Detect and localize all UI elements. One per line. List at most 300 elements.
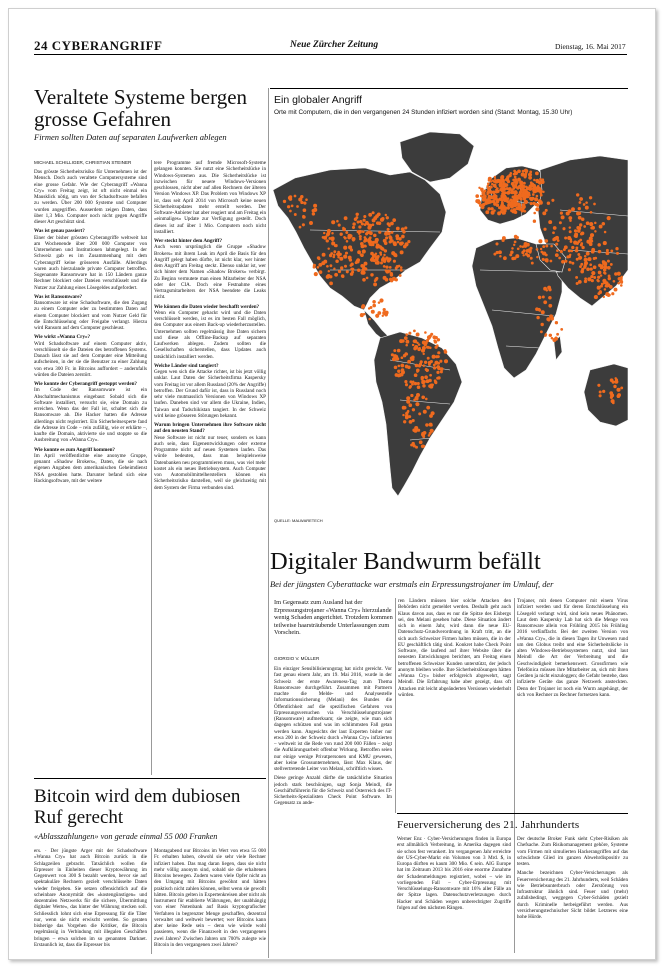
infection-dot [385,214,387,216]
infection-dot [548,296,552,300]
infection-dot [397,241,400,244]
body-paragraph: Trojaner, mit denen Computer mit einem Virus infiziert werden und für deren Entschlüsselung ein Lösegeld verlangt wird, sind kein neues Phänomen. Laut dem Kaspersky Lab hat sich die Menge von Ransomware allein von Frühling 2015 bis Frühling 2016 verfünffacht. Bei der zweiten Version von «Wanna Cry», die in diesen Tagen ihr Unwesen rund um den Globus treibt und eine Sicherheitslücke in alten Windows-Betriebssystemen nutzt, sind laut Meindl die Art der Verbreitung und die Geschwindigkeit bemerkenswert. Grossfirmen wie Telefónica müssen ihre Mitarbeiter an, sich mit ihren Geräten ja nicht einzuloggen; die Gefahr bestehe, dass infizierte Geräte das ganze Netzwerk ansteckten. Denn der Trojaner ist noch ein Wurm angehängt, der sich von Rechner zu Rechner fortsetzen kann. [517,598,628,698]
infection-dot [329,264,332,267]
infection-dot [562,227,565,230]
infection-dot [395,278,398,281]
infection-dot [539,189,543,193]
infection-dot [508,174,511,177]
infection-dot [416,342,418,344]
infection-dot [357,268,360,271]
infection-dot [333,256,336,259]
infection-dot [361,304,365,308]
infection-dot [395,373,399,377]
infection-dot [339,257,343,261]
infection-dot [615,247,618,250]
infection-dot [430,384,433,387]
infection-dot [363,244,366,247]
infection-dot [517,196,520,199]
infection-dot [546,260,549,263]
infection-dot [368,318,371,321]
infection-dot [509,203,512,206]
infection-dot [580,232,583,235]
infection-dot [355,213,358,216]
infection-dot [507,180,510,183]
landmass-south-america [374,332,462,496]
infection-dot [364,262,368,266]
infection-dot [424,341,427,344]
infection-dot [536,256,538,258]
infection-dot [620,281,623,284]
infection-dot [424,331,427,334]
infection-dot [299,226,302,229]
infection-dot [607,260,610,263]
infection-dot [499,255,502,258]
infection-dot [494,195,497,198]
infection-dot [374,255,377,258]
infection-dot [437,351,440,354]
question-heading: Wie konnte es zum Angriff kommen? [34,446,115,453]
infection-dot [500,175,504,179]
infection-dot [561,260,565,264]
infection-dot [358,225,361,228]
infection-dot [363,215,366,218]
infection-dot [362,249,366,253]
infection-dot [599,394,602,397]
infection-dot [429,347,432,350]
infection-dot [525,186,527,188]
body-paragraph: Wird Schadsoftware auf einem Computer aktiv, verschlüsselt sie die Dateien des betroffenen Systems. Danach lässt sie auf dem Computer eine Mitteilung aufscheinen, in der sie die Benutzer zu einer Zahlung von etwa 300 Fr. in Bitcoins auffordert – andernfalls würden die Dateien zerstört. [34,340,147,378]
infection-dot [400,269,403,272]
infection-dot [396,237,399,240]
infection-dot [422,353,424,355]
landmass-australia [584,364,628,426]
body-paragraph: ers. · Der jüngste Ärger mit der Schadsoftware «Wanna Cry» hat auch Bitcoin zurück in die Schlagzeilen gebracht. Tatsächlich wollen die Erpresser in Einheiten dieser Kryptowährung im Gegenwert von 300 $ bezahlt werden, bevor sie auf spektakuläre Rechnern gezielt verschlüsselte Daten wieder freigeben. Sie setzen offensichtlich auf die scheinbare Anonymität des «kostengünstigen» und dezentralen Netzwerks für die sichere, Übermittlung digitaler Werte», das hinter der Währung stecken soll. Schliesslich lohnt sich eine Erpressung für die Täter nur, wenn sie nicht erwischt werden. So geraten bisherige das Vorgehen die Kritiker, die Bitcoin regelmässig in Verbindung mit illegalen Geschäften bringen – etwa solchen im so genannten Darknet. Erstaunlich ist, dass die Erpresser bis [34,848,147,948]
body-paragraph: Manche bezeichnen Cyber-Versicherungen als Feuerversicherung des 21. Jahrhunderts, weil Schäden wie Betriebsunterbruch oder Zerstörung von Infrastruktur ähnlich sind. Feuer und (mehr) zufallsbedingt, weggegen Cyber-Schäden gezielt durch Kriminelle herbeigeführt werden. Aus versicherungstechnischer Sicht bildet Letzteres eine hohe Hürde. [517,870,628,920]
infection-dot [406,396,410,400]
infection-dot [368,230,372,234]
infection-dot [520,198,522,200]
infection-dot [542,211,546,215]
body-paragraph: Gegen wen sich die Attacke richtet, ist bis jetzt völlig unklar. Laut Daten der Sicherheitsfirma Kaspersky vom Freitag ist vor allem Russland (20% der Angriffe) betroffen. Der Grund dafür ist, dass in Russland noch sehr viele mutmasslich Versionen von Windows XP laufen. Daneben sind vor allem die Ukraine, Indien, Taiwan und Tadschikistan tangiert. In der Schweiz wird keine grösseren Störungen bekannt. [154,369,266,419]
infection-dot [531,262,534,265]
infection-dot [502,194,506,198]
infection-dot [373,217,376,220]
infection-dot [345,252,348,255]
infection-dot [346,240,349,243]
infection-dot [603,241,607,245]
infection-dot [602,390,605,393]
infection-dot [328,270,330,272]
infection-dot [392,218,396,222]
infection-dot [363,240,366,243]
infection-dot [539,201,543,205]
infection-dot [544,334,547,337]
infection-dot [529,197,532,200]
article-versicherung-column-2 [517,836,628,954]
infection-dot [536,195,539,198]
infection-dot [513,173,516,176]
question-heading: Welche Länder sind tangiert? [154,362,219,369]
infection-dot [343,236,345,238]
infection-dot [566,211,570,215]
infection-dot [302,223,305,226]
infection-dot [550,245,553,248]
infection-dot [390,279,393,282]
infection-dot [410,356,414,360]
infection-dot [608,277,611,280]
infection-dot [498,184,500,186]
infection-dot [586,221,590,225]
infection-dot [602,222,606,226]
infection-dot [411,383,414,386]
infection-dot [368,213,372,217]
infection-dot [530,202,533,205]
infection-dot [300,195,303,198]
infection-dot [594,230,596,232]
infection-dot [360,253,362,255]
infection-dot [358,233,360,235]
infection-dot [589,222,593,226]
infection-dot [513,244,515,246]
infection-dot [430,424,433,427]
infection-dot [579,223,582,226]
infection-dot [503,209,507,213]
infection-dot [394,254,397,257]
infection-dot [287,205,290,208]
infection-dot [500,205,504,209]
infection-dot [372,241,375,244]
infection-dot [542,191,544,193]
infection-dot [603,268,607,272]
infection-dot [543,228,546,231]
infection-dot [356,260,359,263]
infection-dot [496,204,499,207]
infection-dot [583,225,586,228]
infection-dot [526,191,530,195]
infection-dot [480,188,484,192]
infection-dot [412,429,415,432]
infection-dot [329,275,332,278]
infection-dot [371,310,375,314]
infection-dot [571,262,574,265]
infection-dot [426,370,428,372]
infection-dot [518,205,521,208]
infection-dot [597,384,600,387]
infection-dot [486,185,489,188]
infection-dot [571,207,575,211]
infection-dot [533,220,536,223]
infection-dot [525,253,528,256]
infection-dot [605,251,609,255]
infection-dot [511,257,515,261]
infection-dot [584,258,588,262]
infection-dot [408,386,411,389]
infection-dot [591,271,595,275]
infection-dot [378,222,381,225]
infection-dot [477,199,480,202]
infection-dot [603,296,605,298]
infection-dot [555,243,558,246]
infection-dot [496,187,499,190]
infection-dot [552,231,555,234]
infection-dot [593,265,597,269]
infection-dot [521,251,524,254]
infection-dot [501,187,503,189]
infection-dot [444,350,448,354]
article-bitcoin-subtitle: «Ablasszahlungen» von gerade einmal 55 000 Franken [34,832,218,841]
infection-dot [522,254,524,256]
infection-dot [590,233,594,237]
article-bitcoin-column-2 [154,848,266,952]
infection-dot [386,216,389,219]
infection-dot [614,377,616,379]
infection-dot [405,333,408,336]
body-paragraph: Das grösste Sicherheitsrisiko für Unternehmen ist der Mensch. Doch auch veraltete Computersysteme sind eine grosse Gefahr. Wie der Cyberangriff «Wanna Cry» vom Freitag zeigt, ist oft nicht einmal ein Mausklick nötig, um von der Schadsoftware befallen zu werden. Über 200 000 Systeme und Computer wurden angegriffen. Ausserdem zeigen Daten, dass über 1,3 Mio. Computer noch nicht gegen Angriffe dieser Art geschützt sind. [34,169,147,225]
infection-dot [542,258,545,261]
infection-dot [530,257,533,260]
infection-dot [416,333,420,337]
infection-dot [407,240,410,243]
infection-dot [610,378,614,382]
infection-dot [344,265,347,268]
infection-dot [421,380,425,384]
infection-dot [599,290,602,293]
infection-dot [568,268,571,271]
infection-dot [369,236,372,239]
infection-dot [389,266,392,269]
infection-dot [384,249,387,252]
infection-dot [305,198,308,201]
infection-dot [391,353,394,356]
infection-dot [368,307,370,309]
infection-dot [385,231,389,235]
infection-dot [578,207,581,210]
infection-dot [399,274,402,277]
infection-dot [407,360,411,364]
infection-dot [578,240,581,243]
infection-dot [513,202,516,205]
infection-dot [493,184,497,188]
section-rule [397,813,628,814]
infection-dot [381,258,384,261]
infection-dot [373,282,377,286]
body-paragraph: Wenn ein Computer gehackt wird und die Daten verschlüsselt werden, ist es im besten Fall möglich, den Computer aus einem Back-up wiederherzustellen. Unternehmen sollten regelmässig ihre Daten sichern und diese als Offline-Backup auf separaten Laufwerken ablegen. Zudem sollten die Gesellschaften sicherstellen, dass Updates auch tatsächlich installiert werden. [154,309,266,360]
infection-dot [577,253,580,256]
infection-dot [366,277,369,280]
infection-dot [412,408,415,411]
infection-dot [555,253,559,257]
infection-dot [344,216,348,220]
infection-dot [523,182,526,185]
infection-dot [312,209,315,212]
map-credit: QUELLE: MALWARETECH [274,518,323,523]
infection-dot [589,263,592,266]
infection-dot [433,366,436,369]
infection-dot [352,226,355,229]
infection-dot [416,369,420,373]
infection-dot [376,258,379,261]
infection-dot [579,201,582,204]
infection-dot [427,357,430,360]
infection-dot [580,242,583,245]
infection-dot [312,212,315,215]
infection-dot [382,315,384,317]
infection-dot [536,208,539,211]
infection-dot [481,191,485,195]
infection-dot [417,347,421,351]
infection-dot [607,216,611,220]
article-bitcoin-title: Bitcoin wird dem dubiosen Ruf gerecht [34,786,241,828]
question-heading: Wie wirkt «Wanna Cry»? [34,334,91,341]
infection-dot [599,391,602,394]
infection-dot [399,339,403,343]
infection-dot [410,394,413,397]
infection-dot [513,184,517,188]
infection-dot [405,416,409,420]
infection-dot [403,406,406,409]
infection-dot [566,255,569,258]
infection-dot [329,282,333,286]
infection-dot [584,277,587,280]
infection-dot [390,273,393,276]
body-paragraph: Ransomware ist eine Schadsoftware, die den Zugang zu einem Computer oder zu bestimmten Daten auf einem Computer blockiert und vom Nutzer Geld für die Entschlüsselung oder Freigabe verlangt. Hierzu wird Ransom auf dem Computer geschleust. [34,300,147,331]
infection-dot [385,236,388,239]
infection-dot [481,205,485,209]
question-heading: Wie können die Daten wieder beschafft werden? [154,303,260,310]
infection-dot [362,219,365,222]
infection-dot [331,220,335,224]
infection-dot [541,310,545,314]
infection-dot [340,233,343,236]
infection-dot [393,349,396,352]
infection-dot [350,264,353,267]
article-bandwurm-subtitle: Bei der jüngsten Cyberattacke war erstmals ein Erpressungstrojaner im Umlauf, der [270,580,554,589]
infection-dot [401,242,404,245]
infection-dot [496,200,500,204]
infection-dot [357,220,360,223]
infection-dot [586,252,590,256]
infection-dot [620,284,623,287]
infection-dot [538,187,540,189]
infection-dot [550,260,553,263]
infection-dot [424,361,427,364]
infection-dot [528,173,532,177]
infection-dot [342,227,345,230]
infection-dot [421,395,425,399]
infection-dot [428,361,432,365]
infection-dot [561,215,565,219]
infection-dot [381,217,384,220]
infection-dot [604,262,608,266]
infection-dot [385,266,388,269]
infection-dot [606,292,609,295]
infection-dot [352,239,355,242]
infection-dot [591,226,595,230]
question-heading: Warum bringen Unternehmen ihre Software nicht auf den neusten Stand? [154,422,266,435]
infection-dot [521,209,525,213]
column-divider [151,848,152,954]
article-systems-column-1 [34,169,147,777]
infection-dot [401,356,404,359]
infection-dot [377,255,380,258]
infection-dot [614,380,618,384]
section-rule [34,778,266,779]
infection-dot [555,321,558,324]
infection-dot [605,285,608,288]
infection-dot [502,236,506,240]
infection-dot [412,344,414,346]
infection-dot [372,223,375,226]
infection-dot [372,304,376,308]
infection-dot [412,442,415,445]
article-systems-title: Veraltete Systeme bergen grosse Gefahren [34,85,248,131]
infection-dot [383,308,386,311]
infection-dot [503,256,507,260]
infection-dot [519,245,522,248]
infection-dot [350,272,354,276]
infection-dot [337,252,341,256]
infection-dot [384,313,388,317]
infection-dot [509,253,512,256]
infection-dot [529,251,532,254]
infection-dot [552,338,556,342]
infection-dot [421,376,425,380]
infection-dot [368,224,372,228]
infection-dot [571,250,574,253]
infection-dot [346,270,349,273]
infection-dot [321,261,325,265]
infection-dot [598,250,601,253]
infection-dot [404,380,407,383]
infection-dot [538,239,542,243]
infection-dot [493,181,495,183]
map-title: Ein globaler Angriff [274,94,362,106]
body-paragraph: Diese geringe Anzahl dürfte die tatsächliche Situation jedoch stark beschönigen, sagt Sonja Meindl, die Geschäftsführerin für die Schweiz und Österreich des IT-Sicherheits-Spezialisten Check Point Software. Im Gegensatz zu ande- [274,775,392,807]
infection-dot [487,182,490,185]
infection-dot [487,190,491,194]
infection-dot [542,178,545,181]
infection-dot [424,375,428,379]
infection-dot [616,388,620,392]
infection-dot [283,200,286,203]
infection-dot [548,304,552,308]
column-divider [268,88,269,958]
infection-dot [493,253,496,256]
infection-dot [578,280,582,284]
infection-dot [597,243,601,247]
infection-dot [355,216,358,219]
infection-dot [617,282,620,285]
infection-dot [585,201,588,204]
infection-dot [391,231,394,234]
column-divider [151,160,152,775]
infection-dot [350,248,353,251]
infection-dot [594,295,598,299]
infection-dot [567,236,571,240]
infection-dot [437,338,440,341]
infection-dot [542,296,545,299]
infection-dot [574,229,577,232]
infection-dot [403,420,406,423]
infection-dot [540,251,543,254]
infection-dot [378,231,381,234]
infection-dot [548,220,552,224]
infection-dot [335,260,339,264]
infection-dot [402,230,405,233]
infection-dot [536,179,540,183]
infection-dot [538,296,542,300]
infection-dot [429,432,432,435]
